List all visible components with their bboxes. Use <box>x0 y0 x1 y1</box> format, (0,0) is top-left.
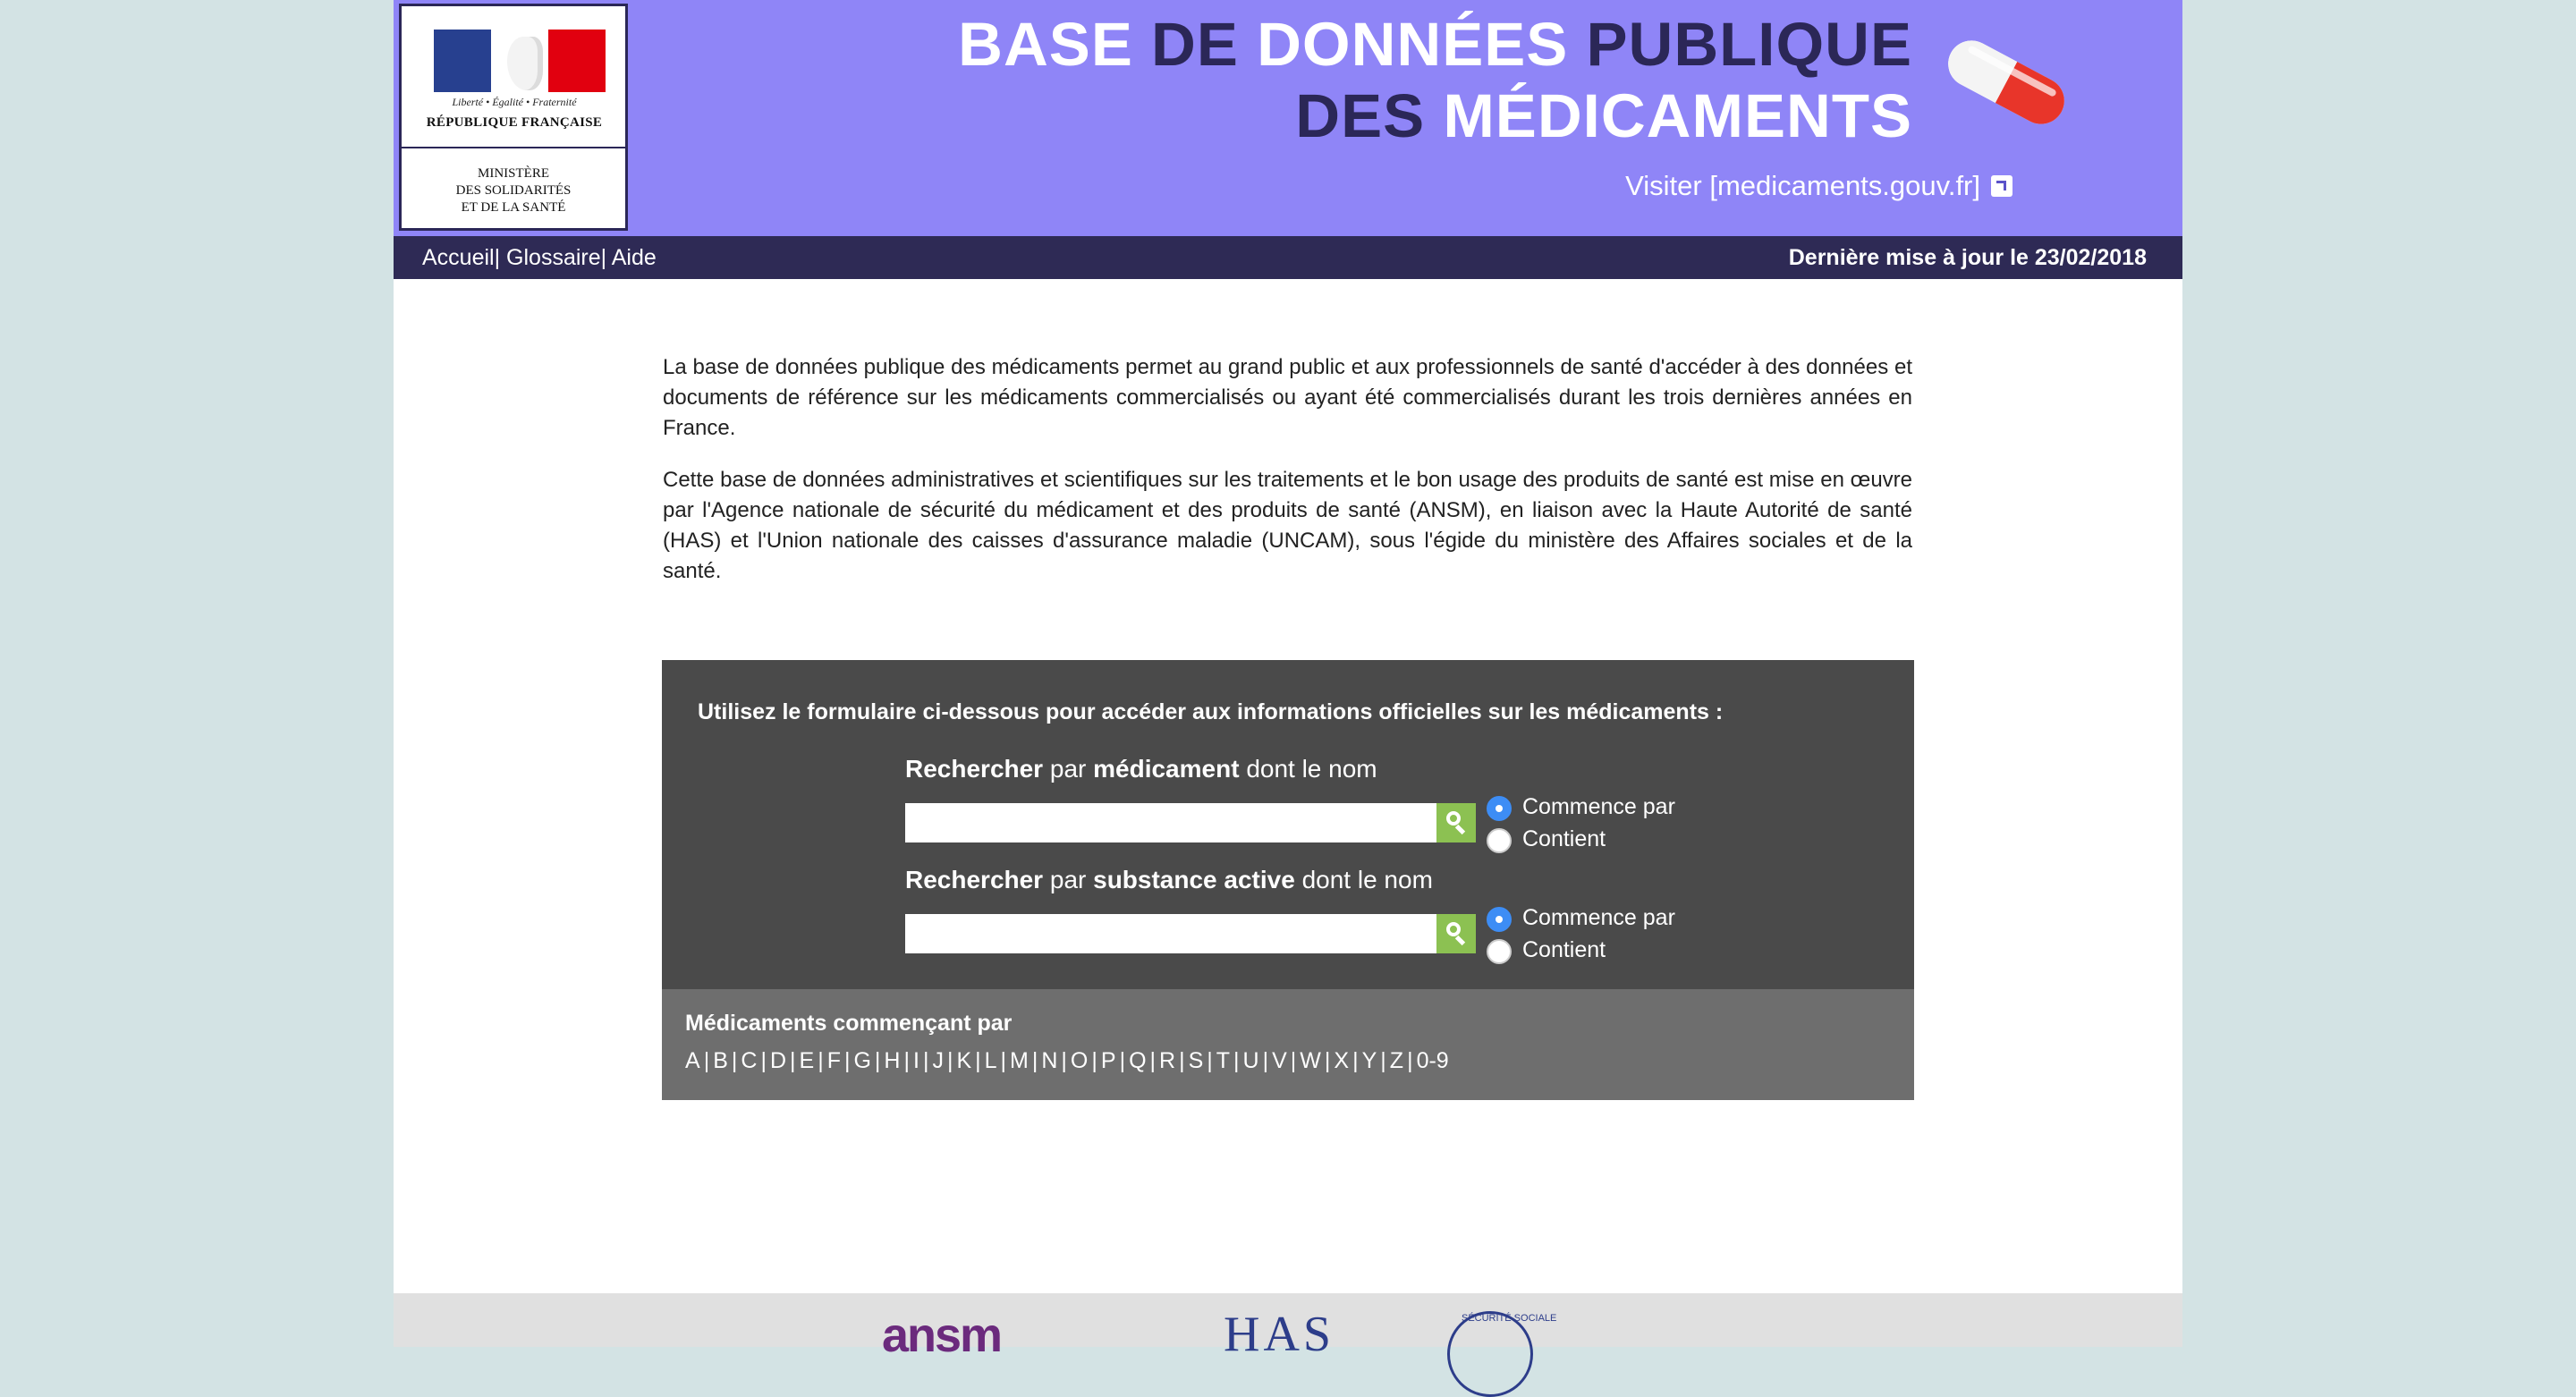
pill-capsule-icon <box>1930 39 2082 125</box>
alphabet-separator: | <box>1262 1048 1269 1073</box>
page <box>394 0 2182 1362</box>
alphabet-letter-link[interactable]: R <box>1159 1048 1176 1073</box>
logo-republic: RÉPUBLIQUE FRANÇAISE <box>426 115 603 130</box>
nav-links <box>422 245 657 271</box>
ministry-line: DES SOLIDARITÉS <box>455 183 572 198</box>
medicament-radio-commence-par[interactable] <box>1487 796 1512 821</box>
alphabet-letter-link[interactable]: L <box>984 1048 997 1073</box>
alphabet-panel <box>662 989 1914 1100</box>
search-instructions: Utilisez le formulaire ci-dessous pour accéder aux informations officielles sur les médicaments : <box>698 699 1724 724</box>
ansm-logo[interactable]: ansm <box>882 1308 1002 1362</box>
alphabet-letter-link[interactable]: X <box>1334 1048 1350 1073</box>
alphabet-separator: | <box>1149 1048 1157 1073</box>
substance-radio-commence-par[interactable] <box>1487 907 1512 932</box>
alphabet-letter-link[interactable]: U <box>1242 1048 1259 1073</box>
intro-paragraph: La base de données publique des médicaments permet au grand public et aux professionnels de santé d'accéder à des données et documents de référence sur les médicaments commercialisés ou ayant été commercialisés durant les trois dernières années en France. <box>663 355 1912 440</box>
nav-separator: | <box>600 245 607 270</box>
alphabet-separator: | <box>818 1048 824 1073</box>
title-word: MÉDICAMENTS <box>1443 81 1912 150</box>
search-panel <box>662 660 1914 989</box>
search-icon <box>1446 811 1461 826</box>
nav-separator: | <box>494 245 501 270</box>
logo-ministry <box>411 165 616 216</box>
alphabet-separator: | <box>1233 1048 1240 1073</box>
site-title-line2 <box>1295 80 1912 151</box>
title-word: DES <box>1295 81 1426 150</box>
alphabet-letter-link[interactable]: T <box>1216 1048 1231 1073</box>
securite-sociale-text: SÉCURITÉ SOCIALE <box>1462 1313 1557 1324</box>
title-word: PUBLIQUE <box>1586 10 1912 79</box>
alphabet-separator: | <box>946 1048 953 1073</box>
intro-text <box>663 352 1912 608</box>
alphabet-separator: | <box>1061 1048 1067 1073</box>
alphabet-letter-link[interactable]: O <box>1070 1048 1089 1073</box>
medicament-radio-contient-label[interactable]: Contient <box>1522 826 1606 851</box>
alphabet-separator: | <box>903 1048 910 1073</box>
french-flag-icon <box>434 30 606 92</box>
label-part: médicament <box>1093 755 1240 783</box>
label-part: Rechercher <box>905 866 1044 893</box>
label-part: substance active <box>1093 866 1295 893</box>
title-word: DE <box>1151 10 1239 79</box>
alphabet-separator: | <box>843 1048 851 1073</box>
nav-bar <box>394 236 2182 279</box>
alphabet-letter-link[interactable]: N <box>1041 1048 1058 1073</box>
securite-sociale-logo[interactable] <box>1447 1311 1533 1397</box>
alphabet-letter-link[interactable]: F <box>826 1048 841 1073</box>
search-medicament-input[interactable] <box>905 803 1436 842</box>
medicament-radio-commence-par-label[interactable]: Commence par <box>1522 794 1675 819</box>
alphabet-letters <box>685 1048 1449 1074</box>
alphabet-letter-link[interactable]: E <box>799 1048 815 1073</box>
external-link-icon[interactable] <box>1991 175 2012 197</box>
title-word: DONNÉES <box>1257 10 1569 79</box>
label-part: dont le nom <box>1301 866 1433 893</box>
alphabet-separator: | <box>790 1048 796 1073</box>
substance-radio-contient[interactable] <box>1487 939 1512 964</box>
header-banner <box>394 0 2182 236</box>
alphabet-letter-link[interactable]: Y <box>1361 1048 1377 1073</box>
alphabet-letter-link[interactable]: C <box>741 1048 758 1073</box>
alphabet-letter-link[interactable]: K <box>956 1048 972 1073</box>
search-medicament-label <box>905 755 1377 783</box>
alphabet-letter-link[interactable]: J <box>932 1048 944 1073</box>
alphabet-separator: | <box>1407 1048 1413 1073</box>
alphabet-letter-link[interactable]: D <box>769 1048 786 1073</box>
alphabet-letter-link[interactable]: V <box>1272 1048 1287 1073</box>
alphabet-separator: | <box>1207 1048 1213 1073</box>
search-medicament-button[interactable] <box>1436 803 1476 842</box>
search-substance-button[interactable] <box>1436 914 1476 953</box>
search-substance-label <box>905 866 1433 894</box>
alphabet-separator: | <box>874 1048 881 1073</box>
alphabet-separator: | <box>1031 1048 1038 1073</box>
alphabet-separator: | <box>1091 1048 1097 1073</box>
alphabet-letter-link[interactable]: M <box>1010 1048 1029 1073</box>
medicament-radio-contient[interactable] <box>1487 828 1512 853</box>
alphabet-letter-link[interactable]: W <box>1300 1048 1321 1073</box>
alphabet-letter-link[interactable]: P <box>1100 1048 1116 1073</box>
alphabet-letter-link[interactable]: H <box>884 1048 901 1073</box>
label-part: par <box>1049 866 1087 893</box>
logo-divider <box>402 147 625 148</box>
nav-item-accueil[interactable]: Accueil <box>422 245 495 270</box>
has-logo[interactable]: HAS <box>1224 1307 1335 1362</box>
alphabet-letter-link[interactable]: 0-9 <box>1416 1048 1449 1073</box>
alphabet-letter-link[interactable]: Q <box>1129 1048 1147 1073</box>
nav-item-glossaire[interactable]: Glossaire <box>506 245 601 270</box>
label-part: dont le nom <box>1246 755 1377 783</box>
alphabet-separator: | <box>975 1048 981 1073</box>
alphabet-letter-link[interactable]: Z <box>1389 1048 1404 1073</box>
alphabet-separator: | <box>731 1048 738 1073</box>
alphabet-separator: | <box>1324 1048 1331 1073</box>
alphabet-letter-link[interactable]: S <box>1188 1048 1204 1073</box>
alphabet-separator: | <box>760 1048 767 1073</box>
alphabet-letter-link[interactable]: I <box>912 1048 919 1073</box>
visit-site-link[interactable]: Visiter [medicaments.gouv.fr] <box>1625 170 1980 201</box>
alphabet-letter-link[interactable]: B <box>713 1048 728 1073</box>
search-icon <box>1446 922 1461 936</box>
intro-paragraph: Cette base de données administratives et scientifiques sur les traitements et le bon usage des produits de santé est mise en œuvre par l'Agence nationale de sécurité du médicament et des produits de santé (ANSM), en liaison avec la Haute Autorité de santé (HAS) et l'Union nationale des caisses d'assurance maladie (UNCAM), sous l'égide du ministère des Affaires sociales et de la santé. <box>663 468 1912 583</box>
alphabet-letter-link[interactable]: G <box>853 1048 871 1073</box>
alphabet-letter-link[interactable]: A <box>685 1048 700 1073</box>
alphabet-separator: | <box>1000 1048 1007 1073</box>
label-part: Rechercher <box>905 755 1044 783</box>
nav-item-aide[interactable]: Aide <box>611 245 657 270</box>
alphabet-separator: | <box>1119 1048 1126 1073</box>
marianne-logo[interactable] <box>399 4 628 231</box>
alphabet-separator: | <box>703 1048 710 1073</box>
substance-radio-contient-label[interactable]: Contient <box>1522 937 1606 962</box>
search-substance-input[interactable] <box>905 914 1436 953</box>
footer-partners <box>394 1293 2182 1362</box>
alphabet-separator: | <box>1179 1048 1185 1073</box>
alphabet-title: Médicaments commençant par <box>685 1011 1013 1036</box>
alphabet-separator: | <box>922 1048 929 1073</box>
alphabet-separator: | <box>1352 1048 1359 1073</box>
ministry-line: MINISTÈRE <box>478 166 549 181</box>
logo-motto: Liberté • Égalité • Fraternité <box>452 96 577 108</box>
site-title-line1 <box>958 9 1912 80</box>
title-word: BASE <box>958 10 1133 79</box>
label-part: par <box>1049 755 1087 783</box>
last-update: Dernière mise à jour le 23/02/2018 <box>1788 245 2147 270</box>
alphabet-separator: | <box>1290 1048 1297 1073</box>
alphabet-separator: | <box>1380 1048 1386 1073</box>
substance-radio-commence-par-label[interactable]: Commence par <box>1522 905 1675 930</box>
ministry-line: ET DE LA SANTÉ <box>461 200 566 215</box>
